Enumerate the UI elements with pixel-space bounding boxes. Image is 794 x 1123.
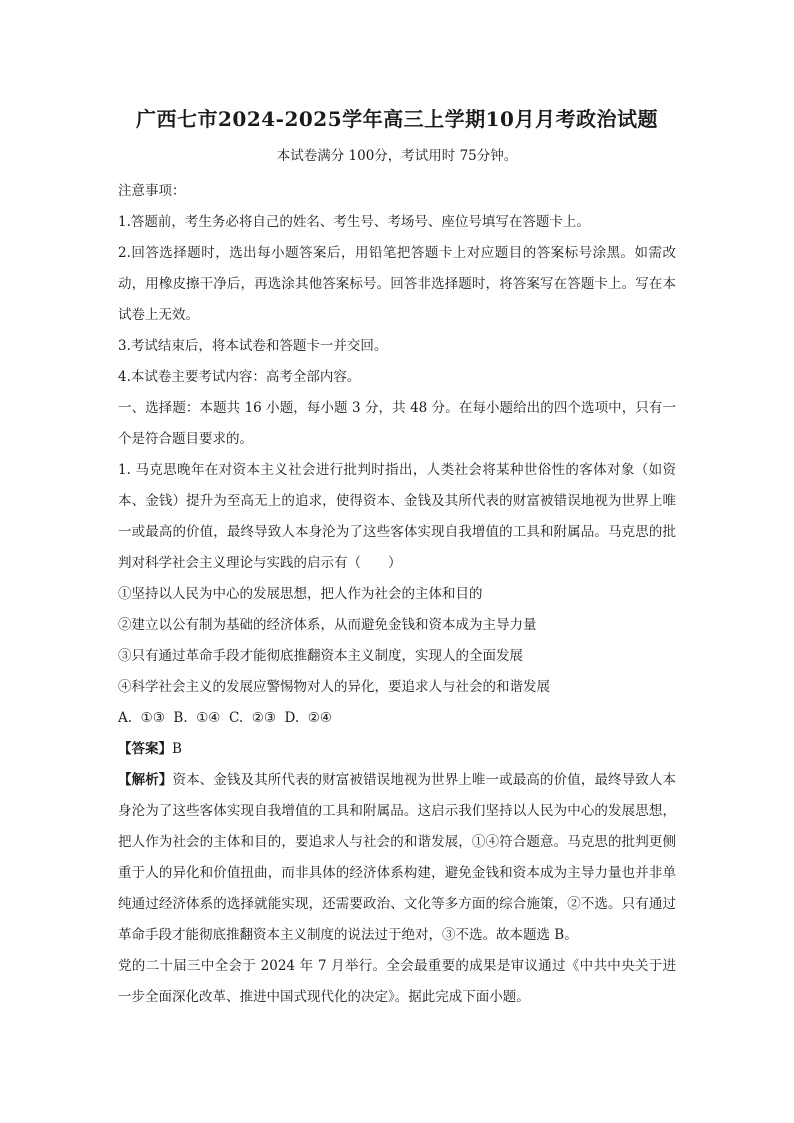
section-heading: 一、选择题：本题共 16 小题，每小题 3 分，共 48 分。在每小题给出的四个选项中，只有一个是符合题目要求的。 [118, 400, 676, 447]
question-1-stem: 1. 马克思晚年在对资本主义社会进行批判时指出，人类社会将某种世俗性的客体对象（如资本、金钱）提升为至高无上的追求，使得资本、金钱及其所代表的财富被错误地视为世界上唯一或最高的价值，最终导致人本身沦为了这些客体实现自我增值的工具和附属品。马克思的批判对科学社会主义理论与实践的启示有（ ） [118, 462, 676, 571]
notice-item-4: 4.本试卷主要考试内容：高考全部内容。 [118, 369, 361, 385]
question-1-statement-4: ④科学社会主义的发展应警惕物对人的异化，要追求人与社会的和谐发展 [118, 679, 550, 695]
question-1-statement-3: ③只有通过革命手段才能彻底推翻资本主义制度，实现人的全面发展 [118, 648, 523, 664]
answer-label: 【答案】 [118, 741, 172, 757]
document-title: 广西七市2024-2025学年高三上学期10月月考政治试题 [136, 107, 658, 131]
document-subtitle: 本试卷满分 100分，考试用时 75分钟。 [276, 148, 518, 164]
question-1-statement-1: ①坚持以人民为中心的发展思想，把人作为社会的主体和目的 [118, 586, 483, 602]
analysis-label: 【解析】 [118, 772, 173, 788]
question-1-analysis [118, 765, 676, 951]
notice-item-1: 1.答题前，考生务必将自己的姓名、考生号、考场号、座位号填写在答题卡上。 [118, 214, 590, 230]
analysis-text: 资本、金钱及其所代表的财富被错误地视为世界上唯一或最高的价值，最终导致人本身沦为了这些客体实现自我增值的工具和附属品。这启示我们坚持以人民为中心的发展思想，把人作为社会的主体和目的，要追求人与社会的和谐发展，①④符合题意。马克思的批判更侧重于人的异化和价值扭曲，而非具体的经济体系构建，避免金钱和资本成为主导力量也并非单纯通过经济体系的选择就能实现，还需要政治、文化等多方面的综合施策，②不选。只有通过革命手段才能彻底推翻资本主义制度的说法过于绝对，③不选。故本题选 B。 [118, 772, 677, 943]
question-1-answer [118, 734, 676, 765]
material-intro: 党的二十届三中全会于 2024 年 7 月举行。全会最重要的成果是审议通过《中共中央关于进一步全面深化改革、推进中国式现代化的决定》。据此完成下面小题。 [118, 958, 676, 1005]
question-1-statement-2: ②建立以公有制为基础的经济体系，从而避免金钱和资本成为主导力量 [118, 617, 537, 633]
notice-heading: 注意事项： [118, 183, 186, 199]
answer-value: B [172, 741, 182, 757]
question-1-options: A. ①③ B. ①④ C. ②③ D. ②④ [118, 710, 332, 726]
notice-item-2: 2.回答选择题时，选出每小题答案后，用铅笔把答题卡上对应题目的答案标号涂黑。如需改动，用橡皮擦干净后，再选涂其他答案标号。回答非选择题时，将答案写在答题卡上。写在本试卷上无效。 [118, 245, 676, 323]
notice-item-3: 3.考试结束后，将本试卷和答题卡一并交回。 [118, 338, 388, 354]
